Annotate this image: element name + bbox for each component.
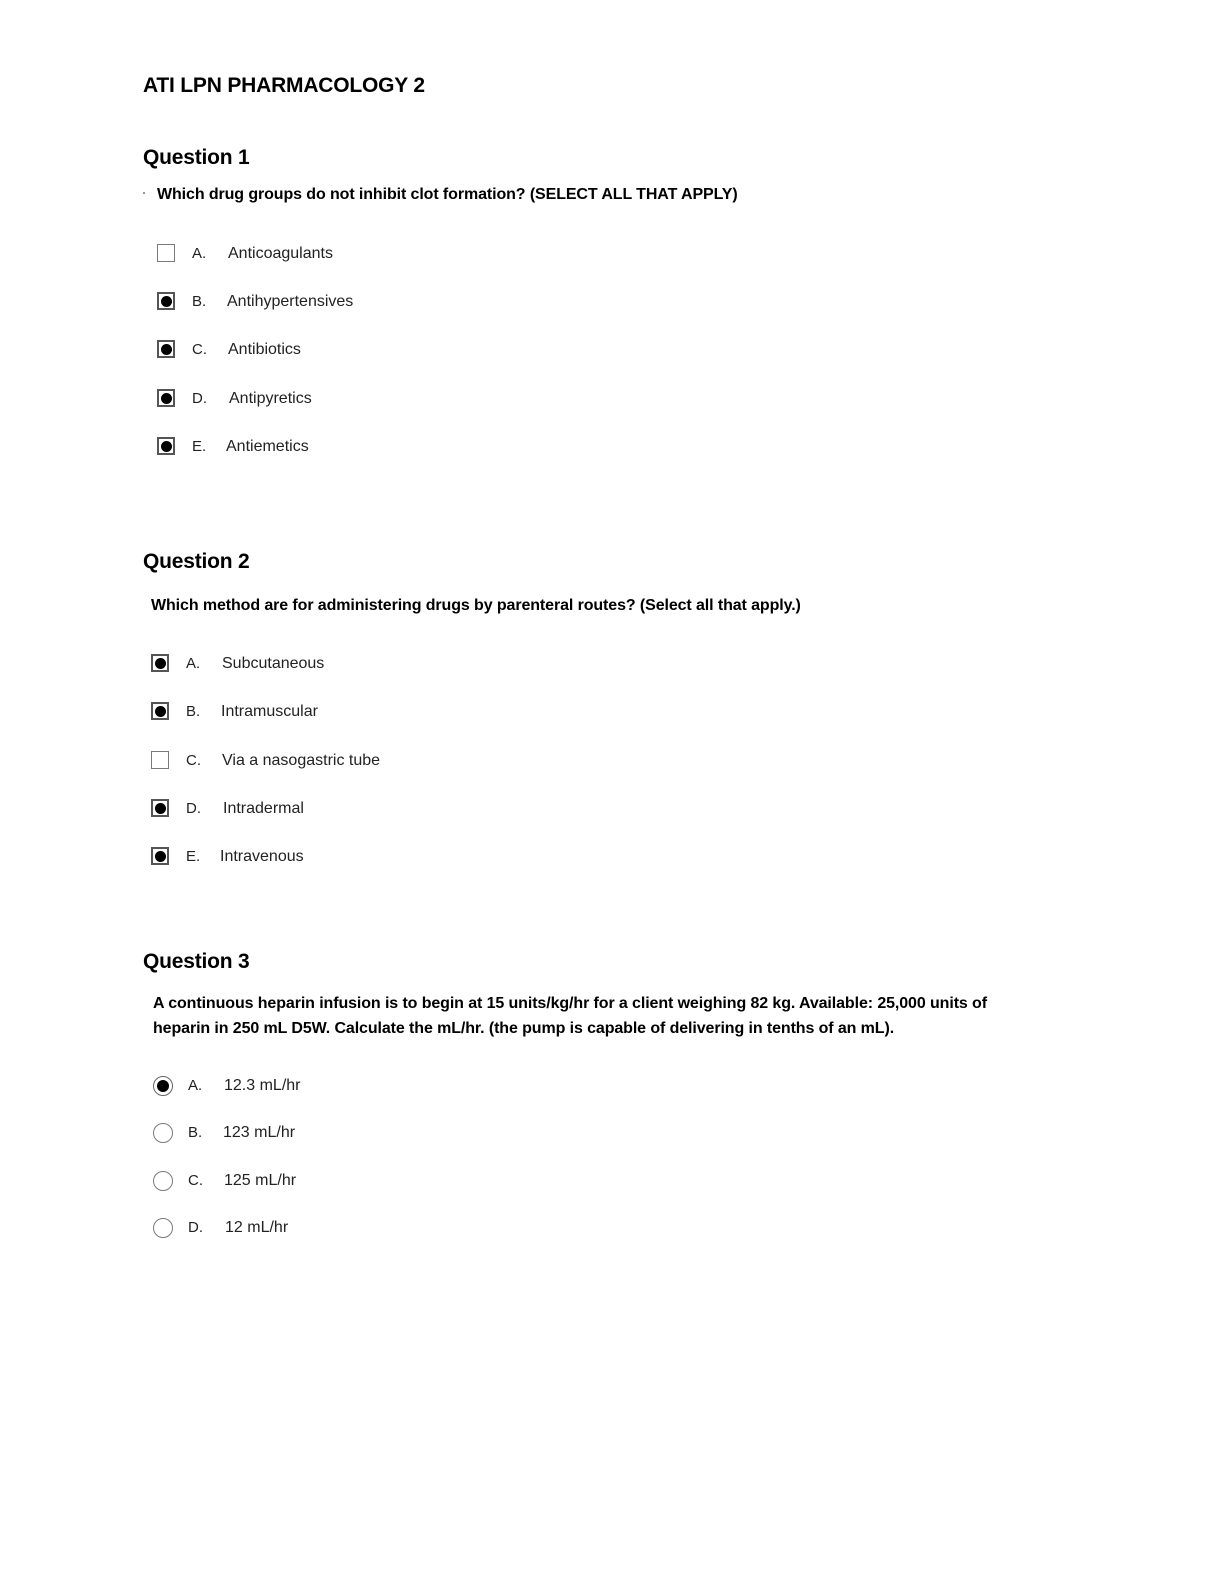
checkbox[interactable] (157, 340, 175, 358)
radio-button[interactable] (153, 1076, 173, 1096)
option-letter: A. (188, 1077, 203, 1094)
option-letter: D. (188, 1219, 203, 1236)
option-letter: A. (186, 655, 201, 672)
checked-dot-icon (155, 851, 166, 862)
question-text-line-1: A continuous heparin infusion is to begin at 15 units/kg/hr for a client weighing 82 kg. Available: 25,000 units of (153, 995, 987, 1012)
checkbox[interactable] (157, 292, 175, 310)
checked-dot-icon (161, 441, 172, 452)
question-text: Which drug groups do not inhibit clot formation? (SELECT ALL THAT APPLY) (157, 186, 738, 203)
option-label: Antihypertensives (227, 293, 354, 310)
option-label: Antipyretics (229, 390, 312, 407)
radio-button[interactable] (153, 1218, 173, 1238)
document-title: ATI LPN PHARMACOLOGY 2 (143, 74, 425, 97)
option-letter: D. (186, 800, 201, 817)
checkbox[interactable] (151, 654, 169, 672)
selected-dot-icon (157, 1080, 169, 1092)
option-letter: B. (188, 1124, 203, 1141)
option-letter: C. (192, 341, 207, 358)
radio-button[interactable] (153, 1171, 173, 1191)
option-letter: C. (188, 1172, 203, 1189)
option-label: Antiemetics (226, 438, 309, 455)
stray-mark (143, 192, 145, 194)
checkbox[interactable] (151, 751, 169, 769)
radio-button[interactable] (153, 1123, 173, 1143)
question-heading: Question 2 (143, 550, 250, 573)
option-letter: B. (186, 703, 201, 720)
option-label: Via a nasogastric tube (222, 752, 381, 769)
option-label: Intramuscular (221, 703, 318, 720)
checked-dot-icon (155, 803, 166, 814)
checkbox[interactable] (157, 389, 175, 407)
checked-dot-icon (155, 706, 166, 717)
question-heading: Question 1 (143, 146, 250, 169)
option-label: Intravenous (220, 848, 304, 865)
option-letter: A. (192, 245, 207, 262)
checkbox[interactable] (151, 702, 169, 720)
option-label: 123 mL/hr (223, 1124, 296, 1141)
option-letter: E. (192, 438, 207, 455)
option-label: Intradermal (223, 800, 304, 817)
checkbox[interactable] (157, 437, 175, 455)
checkbox[interactable] (151, 847, 169, 865)
option-label: 12 mL/hr (225, 1219, 289, 1236)
checked-dot-icon (161, 393, 172, 404)
option-letter: D. (192, 390, 207, 407)
option-letter: B. (192, 293, 207, 310)
option-label: 125 mL/hr (224, 1172, 297, 1189)
question-text-line-2: heparin in 250 mL D5W. Calculate the mL/hr. (the pump is capable of delivering in tenths of an mL). (153, 1020, 895, 1037)
question-heading: Question 3 (143, 950, 250, 973)
checkbox[interactable] (157, 244, 175, 262)
checked-dot-icon (155, 658, 166, 669)
option-label: Anticoagulants (228, 245, 333, 262)
option-label: Antibiotics (228, 341, 301, 358)
question-text: Which method are for administering drugs by parenteral routes? (Select all that apply.) (151, 597, 801, 614)
option-letter: C. (186, 752, 201, 769)
checked-dot-icon (161, 296, 172, 307)
option-label: Subcutaneous (222, 655, 325, 672)
option-letter: E. (186, 848, 201, 865)
option-label: 12.3 mL/hr (224, 1077, 301, 1094)
checkbox[interactable] (151, 799, 169, 817)
checked-dot-icon (161, 344, 172, 355)
